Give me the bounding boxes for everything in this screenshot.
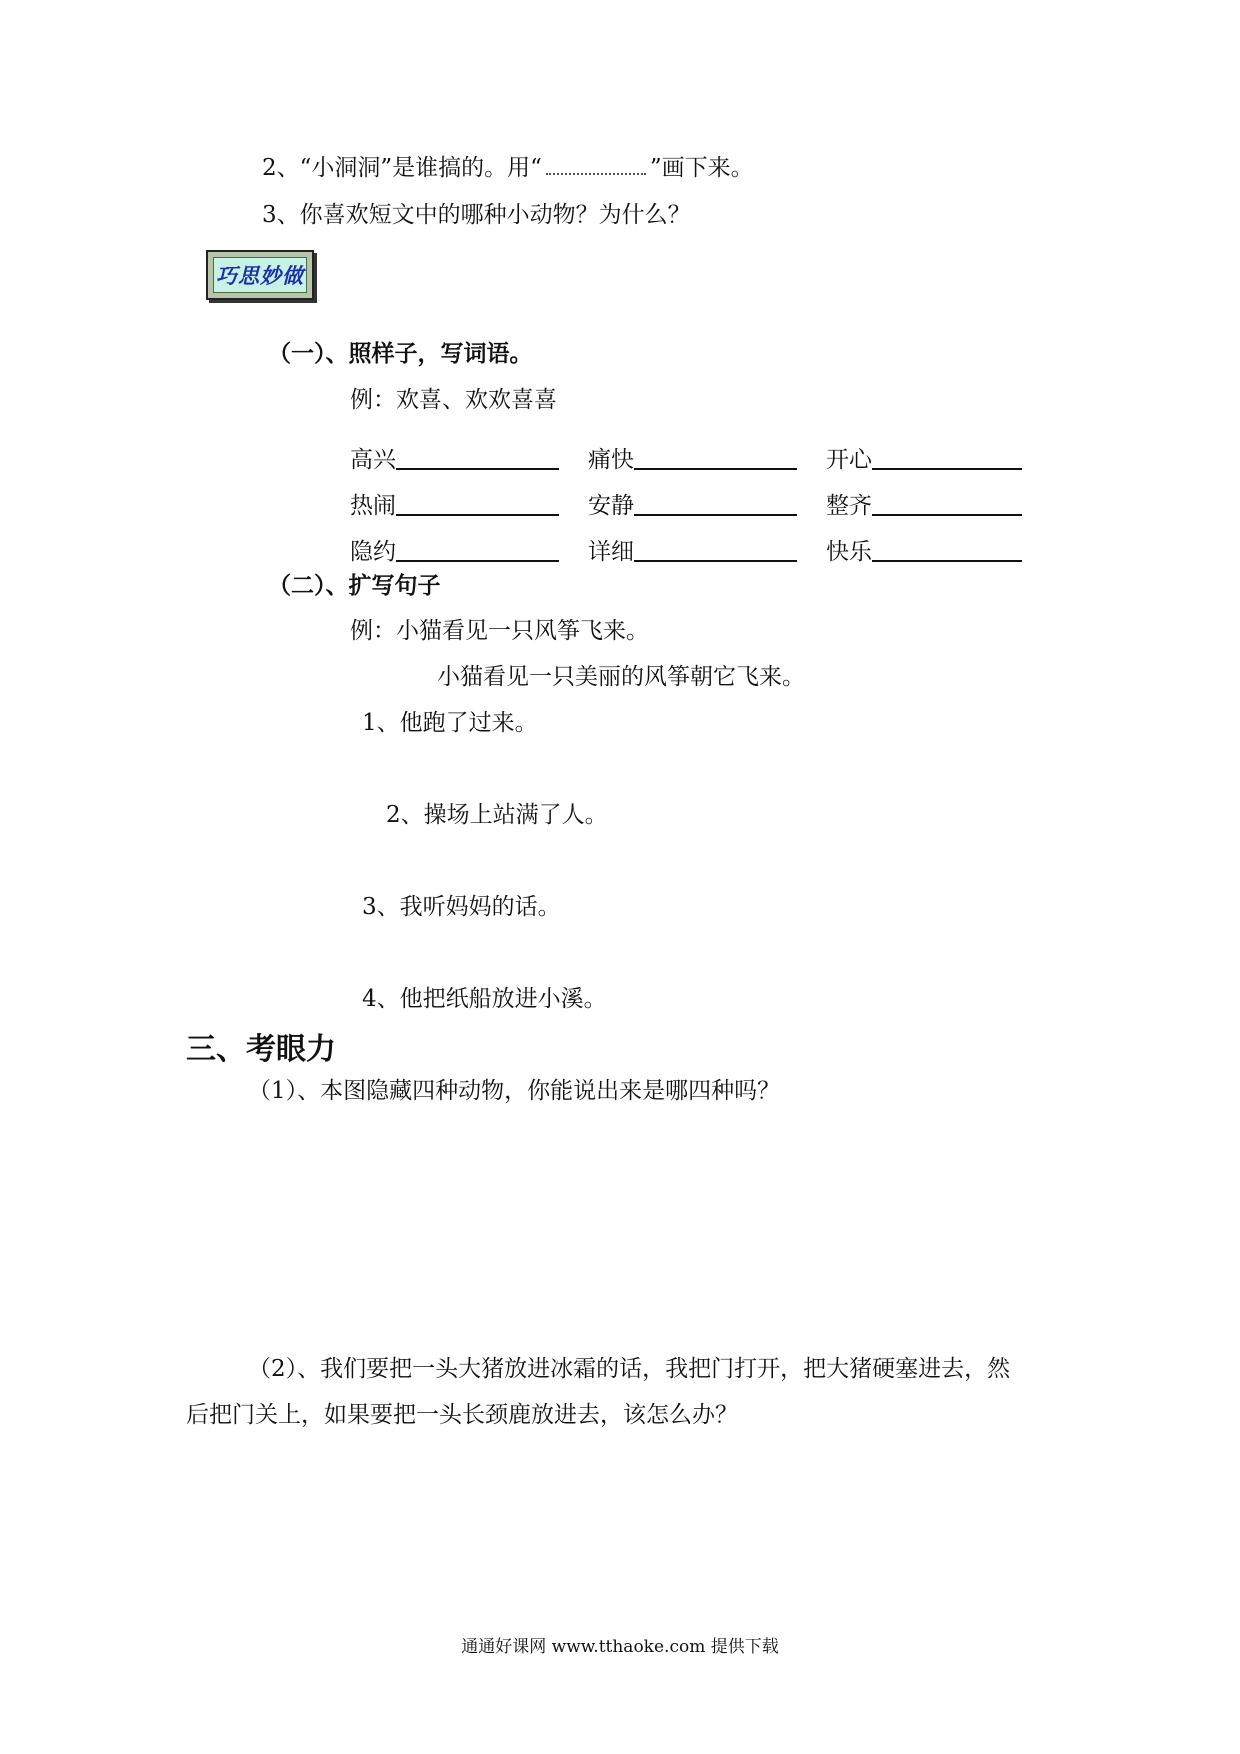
word-prompt: 隐约 [350,539,396,565]
question-2 [262,155,754,183]
word-cell [588,487,826,520]
word-row [350,520,1070,566]
word-cell [826,487,1064,520]
answer-line[interactable] [396,467,559,470]
word-cell [350,441,588,474]
answer-line[interactable] [634,513,797,516]
word-cell [350,487,588,520]
section-banner-label: 巧思妙做 [213,257,307,293]
part2-example-line1: 例：小猫看见一只风筝飞来。 [350,618,649,644]
word-prompt: 安静 [588,493,634,519]
wavy-line-blank [546,157,646,175]
part1-example: 例：欢喜、欢欢喜喜 [350,387,557,413]
word-prompt: 高兴 [350,447,396,473]
answer-line[interactable] [634,467,797,470]
expand-item: 1、他跑了过来。 [362,710,538,736]
word-prompt: 开心 [826,447,872,473]
section3-heading: 三、考眼力 [186,1032,336,1067]
question-2-suffix: ”画下来。 [649,155,754,181]
answer-line[interactable] [872,559,1022,562]
part2-heading: （二）、扩写句子 [268,572,441,599]
section3-question-1: （1）、本图隐藏四种动物，你能说出来是哪四种吗？ [248,1078,781,1104]
expand-item: 3、我听妈妈的话。 [362,894,561,920]
section3-question-2-line2: 后把门关上，如果要把一头长颈鹿放进去，该怎么办？ [186,1402,738,1428]
answer-line[interactable] [872,467,1022,470]
footer-credit: 通通好课网 www.tthaoke.com 提供下载 [461,1637,779,1657]
word-prompt: 快乐 [826,539,872,565]
word-row [350,474,1070,520]
word-cell [588,533,826,566]
word-prompt: 整齐 [826,493,872,519]
question-3: 3、你喜欢短文中的哪种小动物？为什么？ [262,202,691,228]
word-grid [350,428,1070,566]
answer-line[interactable] [396,559,559,562]
word-cell [826,533,1064,566]
question-2-prefix: 2、“小洞洞”是谁搞的。用“ [262,155,542,181]
section3-question-2-line1: （2）、我们要把一头大猪放进冰霜的话，我把门打开，把大猪硬塞进去，然 [248,1356,1011,1382]
answer-line[interactable] [396,513,559,516]
word-prompt: 痛快 [588,447,634,473]
word-cell [350,533,588,566]
word-cell [826,441,1064,474]
word-prompt: 热闹 [350,493,396,519]
section-banner [206,250,314,300]
word-cell [588,441,826,474]
word-prompt: 详细 [588,539,634,565]
part1-heading: （一）、照样子，写词语。 [268,340,533,367]
answer-line[interactable] [634,559,797,562]
answer-line[interactable] [872,513,1022,516]
expand-item: 4、他把纸船放进小溪。 [362,986,607,1012]
expand-item: 2、操场上站满了人。 [386,802,608,828]
word-row [350,428,1070,474]
part2-example-line2: 小猫看见一只美丽的风筝朝它飞来。 [437,664,805,690]
